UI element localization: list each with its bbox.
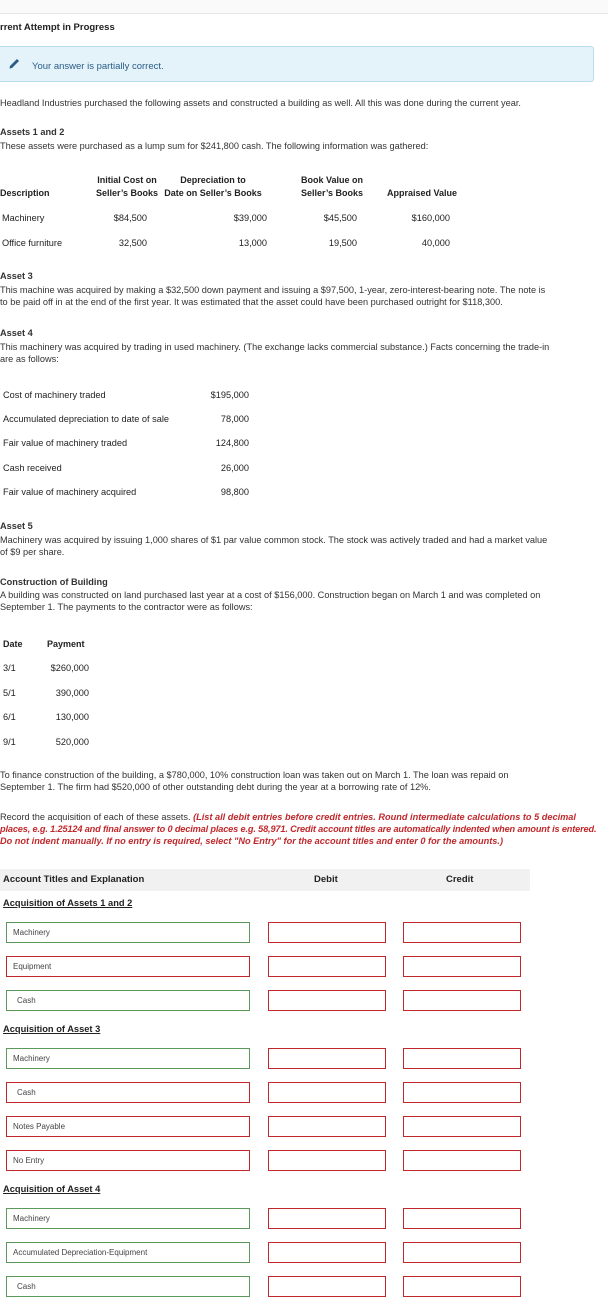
credit-input[interactable]: [403, 1208, 521, 1229]
asset-row-book-value: $45,500: [323, 213, 357, 223]
account-title-field[interactable]: Cash: [6, 1082, 250, 1103]
payment-date: 3/1: [3, 663, 16, 673]
asset4-line2: are as follows:: [0, 354, 59, 364]
payment-amount: 520,000: [55, 737, 89, 747]
debit-input[interactable]: [268, 1276, 386, 1297]
debit-input[interactable]: [268, 1116, 386, 1137]
debit-input[interactable]: [268, 956, 386, 977]
assets12-heading: Assets 1 and 2: [0, 127, 65, 137]
col-book-value-2: Seller’s Books: [300, 188, 364, 198]
credit-input[interactable]: [403, 1150, 521, 1171]
tradein-label: Cash received: [3, 463, 62, 473]
debit-input[interactable]: [268, 922, 386, 943]
pencil-icon: [8, 56, 22, 70]
assets12-text: These assets were purchased as a lump sum for $241,800 cash. The following information was gathered:: [0, 141, 429, 151]
col-initial-cost-2: Seller’s Books: [95, 188, 159, 198]
credit-input[interactable]: [403, 1276, 521, 1297]
credit-input[interactable]: [403, 1242, 521, 1263]
col-date: Date: [3, 639, 23, 649]
tradein-label: Fair value of machinery acquired: [3, 487, 137, 497]
asset3-line2: to be paid off in at the end of the first year. It was estimated that the asset could have been purchased outright for $118,300.: [0, 297, 503, 307]
col-initial-cost-1: Initial Cost on: [97, 175, 157, 185]
asset-row-initial-cost: $84,500: [113, 213, 147, 223]
tradein-label: Cost of machinery traded: [3, 390, 106, 400]
credit-input[interactable]: [403, 1082, 521, 1103]
instructions-line2: places, e.g. 1.25124 and final answer to 0 decimal places e.g. 58,971. Credit account titles are automatically indented when amount is entered.: [0, 824, 597, 834]
debit-input[interactable]: [268, 1208, 386, 1229]
credit-input[interactable]: [403, 1048, 521, 1069]
debit-input[interactable]: [268, 1082, 386, 1103]
asset-row-description: Machinery: [2, 213, 45, 223]
col-payment: Payment: [47, 639, 85, 649]
section-title: Acquisition of Asset 3: [3, 1024, 101, 1034]
asset3-heading: Asset 3: [0, 271, 33, 281]
instructions-line3: Do not indent manually. If no entry is required, select "No Entry" for the account titles and enter 0 for the amounts.): [0, 836, 504, 846]
account-title-field[interactable]: Equipment: [6, 956, 250, 977]
account-title-field[interactable]: Cash: [6, 1276, 250, 1297]
top-bar: [0, 0, 608, 14]
debit-input[interactable]: [268, 1150, 386, 1171]
feedback-message: Your answer is partially correct.: [32, 61, 164, 72]
tradein-value: 124,800: [215, 438, 249, 448]
asset-row-initial-cost: 32,500: [118, 238, 147, 248]
asset-row-depreciation: $39,000: [233, 213, 267, 223]
col-book-value-1: Book Value on: [300, 175, 363, 185]
asset-row-depreciation: 13,000: [238, 238, 267, 248]
payment-date: 6/1: [3, 712, 16, 722]
account-title-field[interactable]: Notes Payable: [6, 1116, 250, 1137]
finance-line2: September 1. The firm had $520,000 of other outstanding debt during the year at a borrowing rate of 12%.: [0, 782, 431, 792]
asset5-line1: Machinery was acquired by issuing 1,000 shares of $1 par value common stock. The stock was actively traded and had a market value: [0, 535, 548, 545]
credit-input[interactable]: [403, 922, 521, 943]
col-credit: Credit: [446, 874, 474, 885]
asset3-line1: This machine was acquired by making a $32,500 down payment and issuing a $97,500, 1-year, zero-interest-bearing note. The note is: [0, 285, 546, 295]
asset-row-appraised: $160,000: [411, 213, 450, 223]
construction-line1: A building was constructed on land purchased last year at a cost of $156,000. Construction began on March 1 and was completed on: [0, 590, 541, 600]
attempt-status: rrent Attempt in Progress: [0, 22, 115, 33]
construction-line2: September 1. The payments to the contractor were as follows:: [0, 602, 253, 612]
col-debit: Debit: [314, 874, 338, 885]
asset-row-description: Office furniture: [2, 238, 63, 248]
tradein-value: 98,800: [220, 487, 249, 497]
finance-line1: To finance construction of the building, a $780,000, 10% construction loan was taken out on March 1. The loan was repaid on: [0, 770, 509, 780]
col-appraised: Appraised Value: [386, 188, 458, 198]
tradein-value: 78,000: [220, 414, 249, 424]
credit-input[interactable]: [403, 990, 521, 1011]
debit-input[interactable]: [268, 990, 386, 1011]
construction-heading: Construction of Building: [0, 577, 108, 587]
tradein-value: $195,000: [210, 390, 249, 400]
payment-amount: 130,000: [55, 712, 89, 722]
account-title-field[interactable]: Accumulated Depreciation-Equipment: [6, 1242, 250, 1263]
tradein-label: Fair value of machinery traded: [3, 438, 128, 448]
account-title-field[interactable]: Machinery: [6, 922, 250, 943]
asset4-heading: Asset 4: [0, 328, 33, 338]
col-description: Description: [0, 188, 50, 198]
debit-input[interactable]: [268, 1242, 386, 1263]
section-title: Acquisition of Asset 4: [3, 1184, 101, 1194]
col-depreciation-2: Date on Seller’s Books: [164, 188, 262, 198]
tradein-label: Accumulated depreciation to date of sale: [3, 414, 169, 424]
credit-input[interactable]: [403, 1116, 521, 1137]
payment-date: 9/1: [3, 737, 16, 747]
asset-row-book-value: 19,500: [328, 238, 357, 248]
account-title-field[interactable]: Machinery: [6, 1048, 250, 1069]
intro-text: Headland Industries purchased the following assets and constructed a building as well. All this was done during the current year.: [0, 98, 521, 108]
account-title-field[interactable]: No Entry: [6, 1150, 250, 1171]
credit-input[interactable]: [403, 956, 521, 977]
feedback-banner: [0, 46, 594, 82]
col-account-titles: Account Titles and Explanation: [3, 874, 145, 885]
debit-input[interactable]: [268, 1048, 386, 1069]
instructions-line1: [0, 812, 608, 824]
payment-date: 5/1: [3, 688, 16, 698]
payment-amount: 390,000: [55, 688, 89, 698]
asset5-line2: of $9 per share.: [0, 547, 65, 557]
section-title: Acquisition of Assets 1 and 2: [3, 898, 133, 908]
asset-row-appraised: 40,000: [421, 238, 450, 248]
payment-amount: $260,000: [50, 663, 89, 673]
col-depreciation-1: Depreciation to: [180, 175, 246, 185]
account-title-field[interactable]: Machinery: [6, 1208, 250, 1229]
instructions-detail-1: (List all debit entries before credit entries. Round intermediate calculations to 5 decimal: [193, 812, 576, 822]
instructions-prefix: Record the acquisition of each of these assets.: [0, 812, 191, 822]
asset5-heading: Asset 5: [0, 521, 33, 531]
account-title-field[interactable]: Cash: [6, 990, 250, 1011]
tradein-value: 26,000: [220, 463, 249, 473]
asset4-line1: This machinery was acquired by trading in used machinery. (The exchange lacks commercial substance.) Facts concerning the trade-in: [0, 342, 550, 352]
